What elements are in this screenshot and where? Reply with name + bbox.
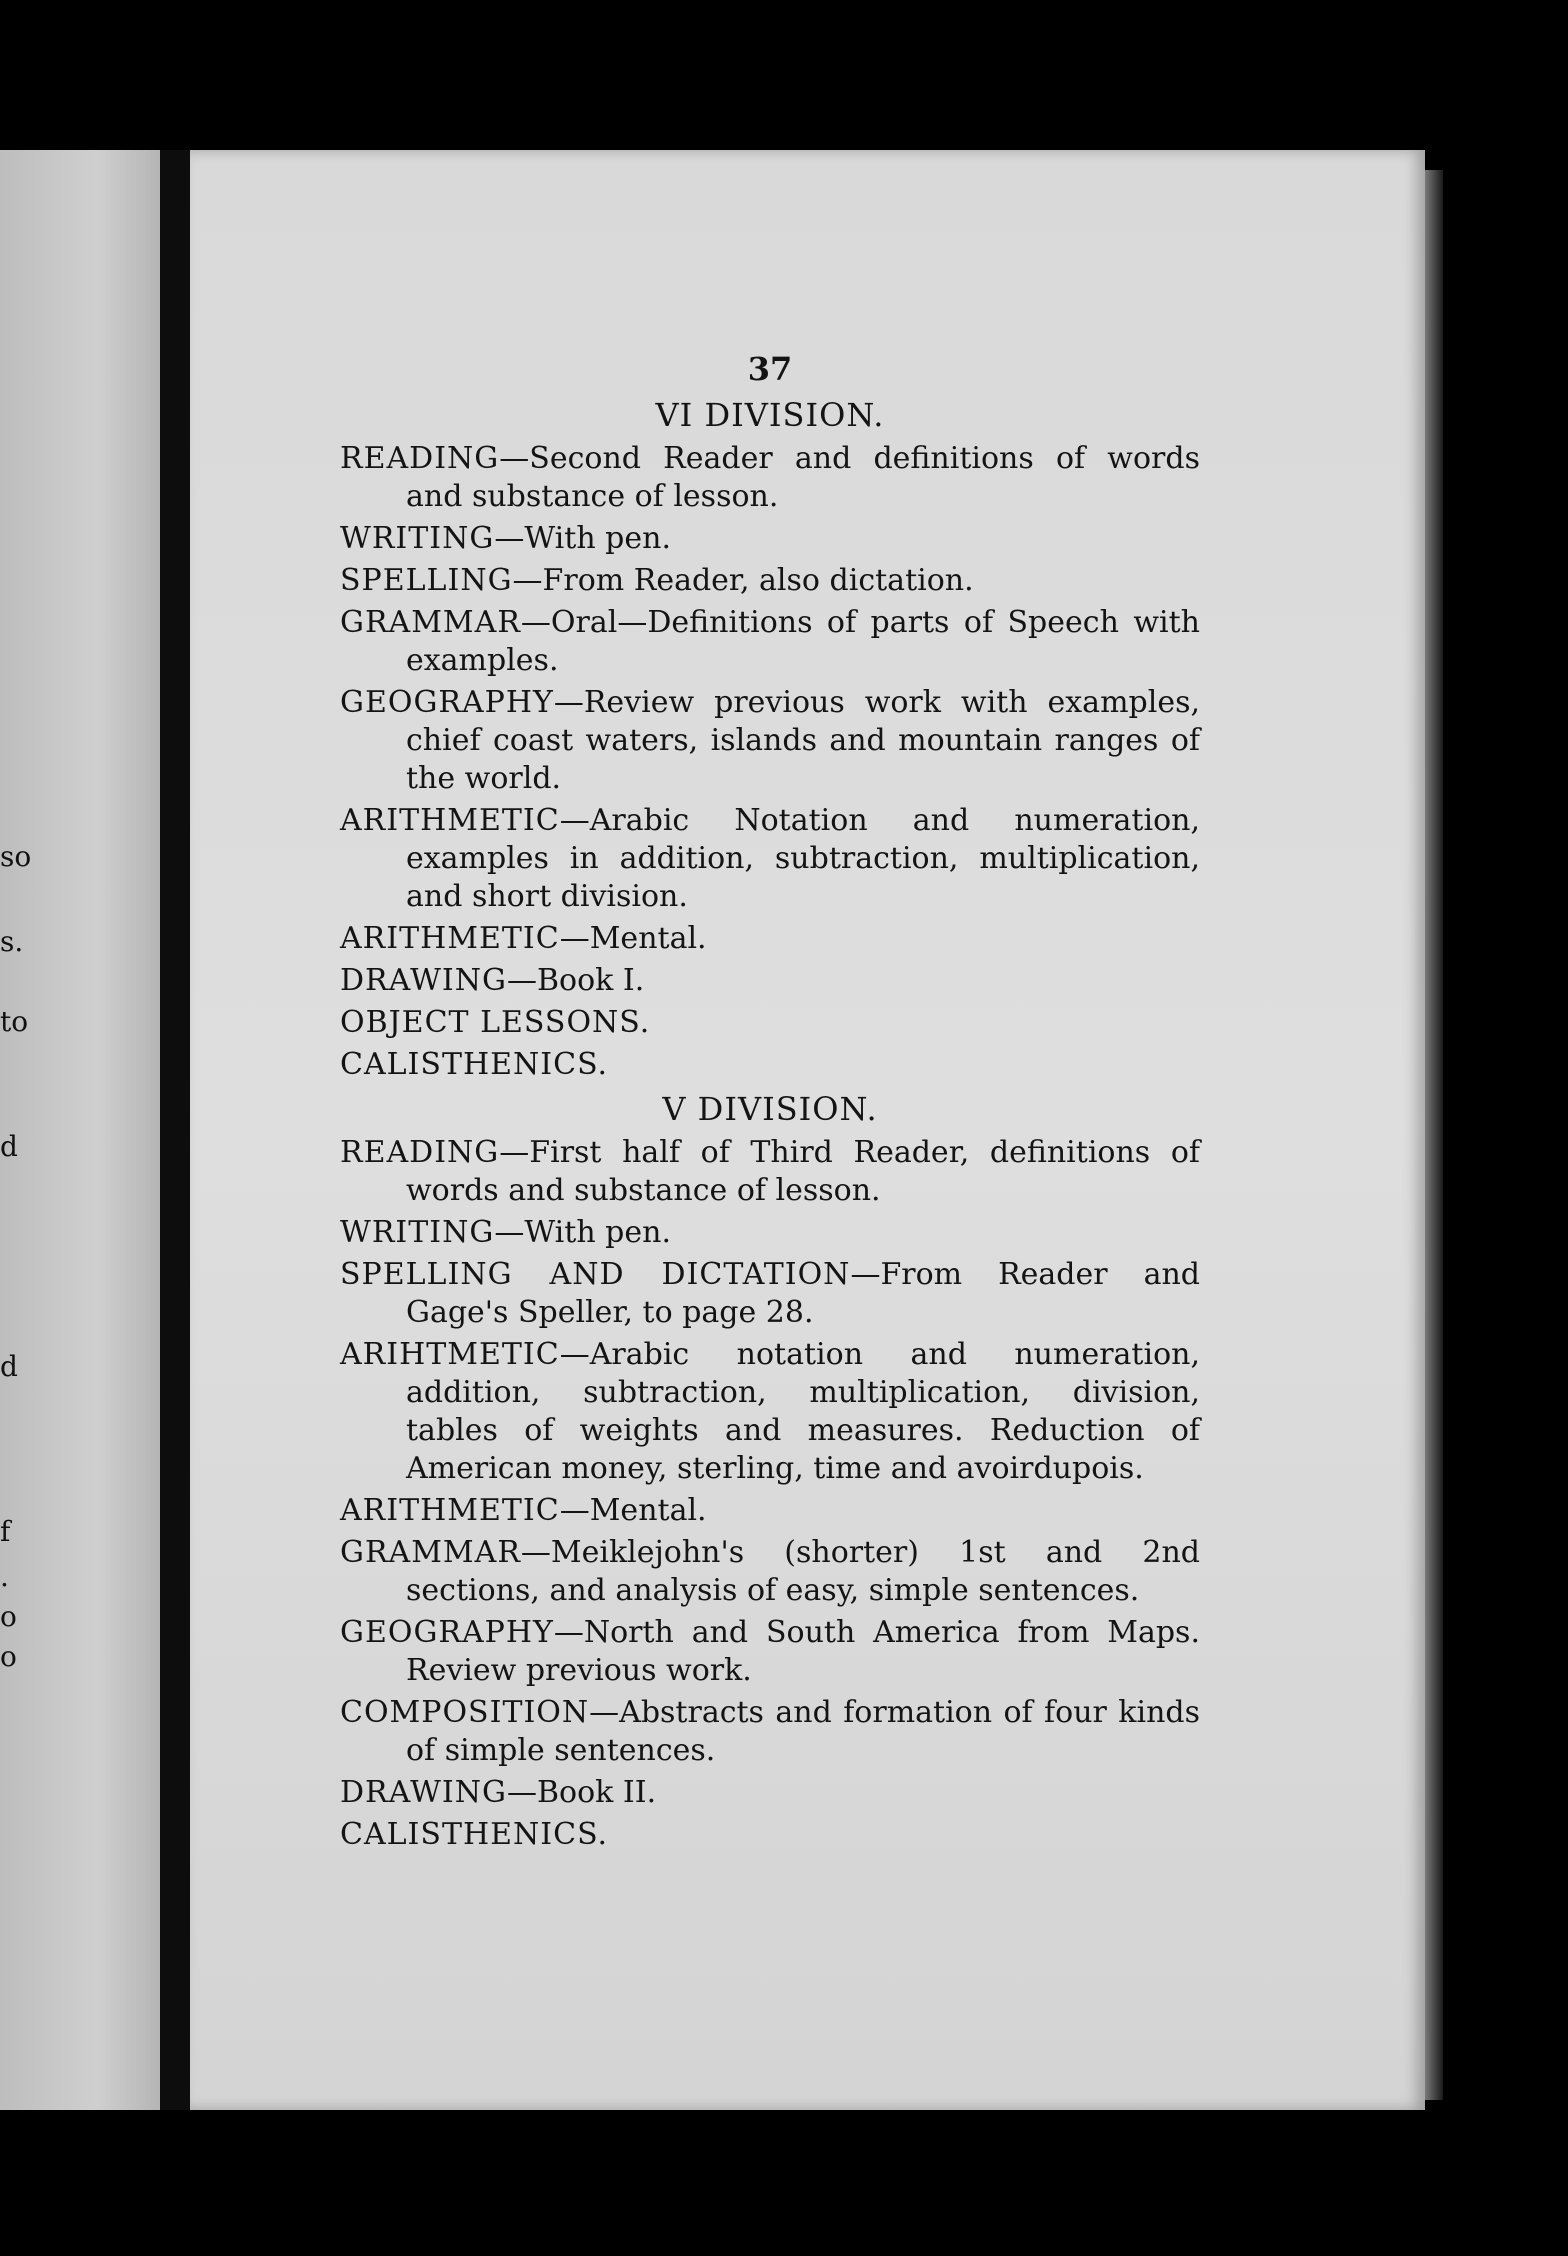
subject-description: First half of Third Reader, definitions of words and substance of lesson. bbox=[406, 1135, 1200, 1208]
subject-name: ARITHMETIC bbox=[340, 921, 560, 956]
subject-separator: — bbox=[850, 1257, 881, 1292]
subject-name: DRAWING bbox=[340, 1775, 507, 1810]
curriculum-entry bbox=[340, 440, 1200, 516]
facing-page-fragment: o bbox=[0, 1640, 17, 1673]
curriculum-entry bbox=[340, 1336, 1200, 1488]
subject-name: GEOGRAPHY bbox=[340, 1615, 554, 1650]
subject-name: WRITING bbox=[340, 521, 495, 556]
subject-separator: — bbox=[507, 1775, 537, 1810]
curriculum-entry bbox=[340, 1492, 1200, 1530]
subject-separator: — bbox=[520, 605, 551, 640]
curriculum-entry bbox=[340, 562, 1200, 600]
subject-name: ARITHMETIC bbox=[340, 1493, 560, 1528]
facing-page-fragment: f bbox=[0, 1515, 11, 1548]
subject-separator: — bbox=[494, 521, 525, 556]
subject-description: Arabic Notation and numeration, examples in addition, subtraction, multiplication, and short division. bbox=[406, 803, 1200, 914]
curriculum-entry bbox=[340, 1046, 1200, 1084]
subject-name: SPELLING AND DICTATION bbox=[340, 1257, 851, 1292]
curriculum-entry bbox=[340, 1774, 1200, 1812]
curriculum-entry bbox=[340, 1134, 1200, 1210]
subject-name: GEOGRAPHY bbox=[340, 685, 554, 720]
division-title: V DIVISION. bbox=[662, 1090, 878, 1128]
subject-description: North and South America from Maps. Review previous work. bbox=[406, 1615, 1200, 1688]
page-edge bbox=[1425, 170, 1443, 2100]
subject-name: CALISTHENICS. bbox=[340, 1817, 609, 1852]
curriculum-entry bbox=[340, 920, 1200, 958]
subject-separator: — bbox=[589, 1695, 620, 1730]
subject-description: With pen. bbox=[524, 1215, 671, 1250]
subject-name: COMPOSITION bbox=[340, 1695, 590, 1730]
subject-description: Mental. bbox=[589, 1493, 707, 1528]
subject-name: WRITING bbox=[340, 1215, 495, 1250]
curriculum-entry bbox=[340, 604, 1200, 680]
curriculum-entry bbox=[340, 802, 1200, 916]
subject-description: Oral—Definitions of parts of Speech with examples. bbox=[406, 605, 1200, 678]
subject-description: From Reader, also dictation. bbox=[542, 563, 974, 598]
facing-page-fragment: so bbox=[0, 840, 32, 873]
curriculum-entry bbox=[340, 1004, 1200, 1042]
curriculum-entry bbox=[340, 520, 1200, 558]
curriculum-entry bbox=[340, 1694, 1200, 1770]
subject-description: Abstracts and formation of four kinds of simple sentences. bbox=[406, 1695, 1200, 1768]
subject-name: CALISTHENICS. bbox=[340, 1047, 609, 1082]
subject-separator: — bbox=[553, 685, 584, 720]
subject-separator: — bbox=[499, 441, 530, 476]
subject-separator: — bbox=[520, 1535, 551, 1570]
facing-page-fragment: to bbox=[0, 1005, 29, 1038]
facing-page-fragment: s. bbox=[0, 925, 24, 958]
subject-description: Review previous work with examples, chief coast waters, islands and mountain ranges of the world. bbox=[406, 685, 1200, 796]
book-page bbox=[190, 150, 1425, 2110]
subject-separator: — bbox=[507, 963, 537, 998]
subject-separator: — bbox=[553, 1615, 584, 1650]
curriculum-entry bbox=[340, 1214, 1200, 1252]
subject-name: ARIHTMETIC bbox=[340, 1337, 560, 1372]
subject-name: READING bbox=[340, 1135, 500, 1170]
subject-description: From Reader and Gage's Speller, to page 28. bbox=[406, 1257, 1200, 1330]
subject-description: Book I. bbox=[537, 963, 645, 998]
subject-description: With pen. bbox=[524, 521, 671, 556]
subject-name: GRAMMAR bbox=[340, 1535, 521, 1570]
subject-separator: — bbox=[512, 563, 543, 598]
page-content bbox=[340, 350, 1200, 1858]
curriculum-entry bbox=[340, 1816, 1200, 1854]
subject-name: OBJECT LESSONS. bbox=[340, 1005, 651, 1040]
facing-page-fragment: d bbox=[0, 1130, 18, 1163]
subject-name: DRAWING bbox=[340, 963, 507, 998]
subject-name: READING bbox=[340, 441, 500, 476]
subject-description: Second Reader and definitions of words and substance of lesson. bbox=[406, 441, 1200, 514]
subject-separator: — bbox=[494, 1215, 525, 1250]
subject-separator: — bbox=[559, 921, 590, 956]
curriculum-entry bbox=[340, 962, 1200, 1000]
subject-name: SPELLING bbox=[340, 563, 513, 598]
curriculum-entry bbox=[340, 1534, 1200, 1610]
subject-description: Mental. bbox=[589, 921, 707, 956]
subject-name: ARITHMETIC bbox=[340, 803, 560, 838]
curriculum-entry bbox=[340, 1256, 1200, 1332]
facing-page bbox=[0, 150, 160, 2110]
curriculum-entry bbox=[340, 1614, 1200, 1690]
subject-name: GRAMMAR bbox=[340, 605, 521, 640]
subject-separator: — bbox=[559, 1337, 590, 1372]
facing-page-fragment: d bbox=[0, 1350, 18, 1383]
subject-separator: — bbox=[559, 803, 590, 838]
subject-description: Meiklejohn's (shorter) 1st and 2nd sections, and analysis of easy, simple sentences. bbox=[406, 1535, 1200, 1608]
subject-separator: — bbox=[499, 1135, 530, 1170]
divisions-container bbox=[340, 396, 1200, 1854]
curriculum-entry bbox=[340, 684, 1200, 798]
subject-description: Book II. bbox=[537, 1775, 657, 1810]
facing-page-fragment: . bbox=[0, 1560, 9, 1593]
subject-separator: — bbox=[559, 1493, 590, 1528]
division-title: VI DIVISION. bbox=[655, 396, 885, 434]
subject-description: Arabic notation and numeration, addition, subtraction, multiplication, division, tables of weights and measures. Reduction of American money, sterling, time and avoirdupois. bbox=[406, 1337, 1200, 1486]
book-gutter bbox=[160, 150, 190, 2110]
facing-page-fragment: o bbox=[0, 1600, 17, 1633]
page-number: 37 bbox=[747, 350, 793, 388]
